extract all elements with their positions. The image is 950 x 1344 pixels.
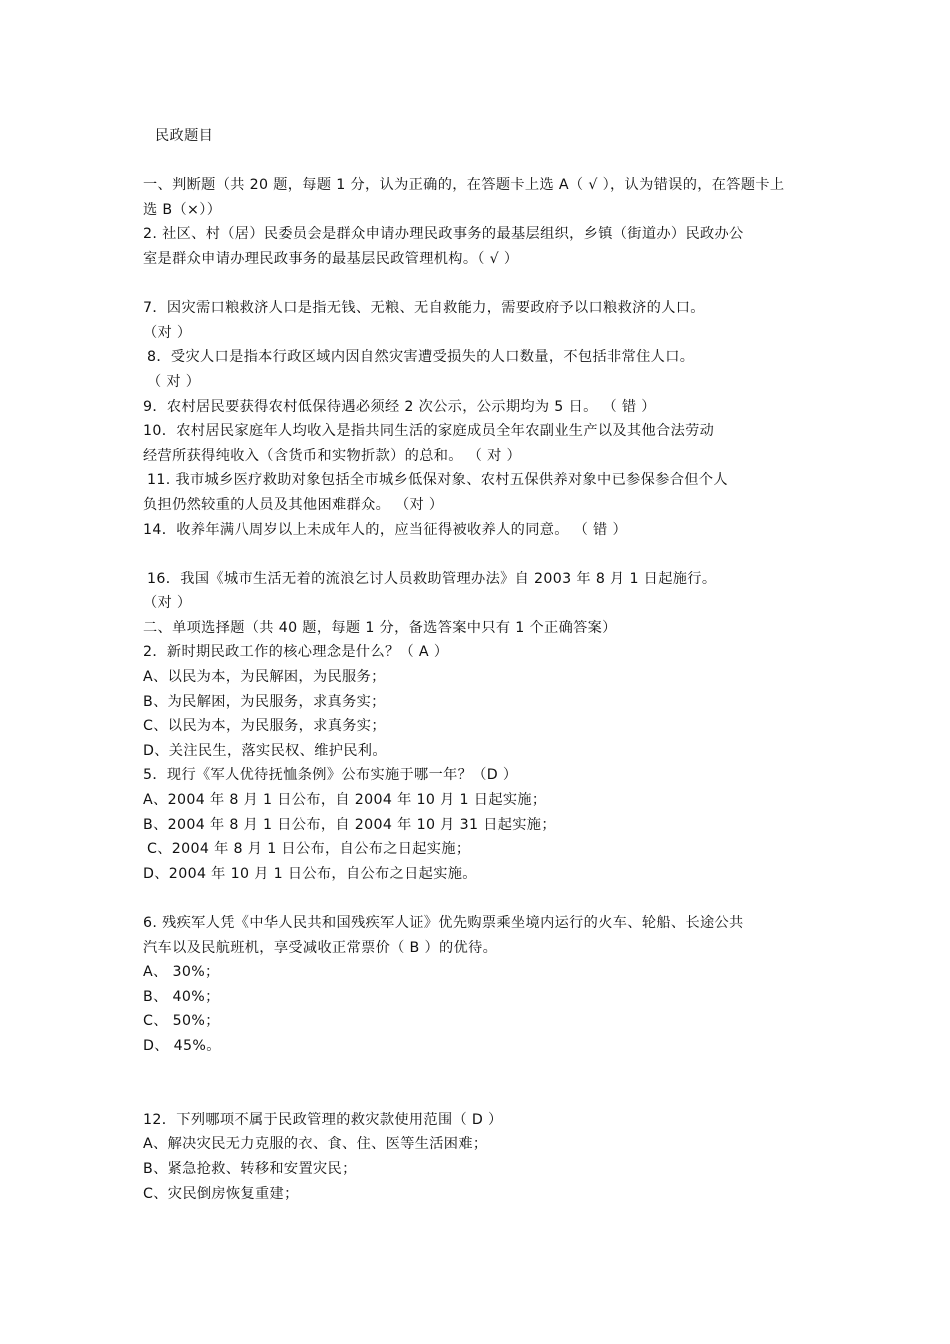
question-text: 2. 社区、村（居）民委员会是群众申请办理民政事务的最基层组织，乡镇（街道办）民政办公 xyxy=(143,226,744,243)
option-d: D、 45%。 xyxy=(143,1037,221,1054)
question-text: 8．受灾人口是指本行政区域内因自然灾害遭受损失的人口数量，不包括非常住人口。 xyxy=(147,349,695,366)
question-text: 9．农村居民要获得农村低保待遇必须经 2 次公示，公示期均为 5 日。 （ 错 ） xyxy=(143,398,656,415)
section1-heading-line2: 选 B（×）） xyxy=(143,201,222,218)
question-answer: （对 ） xyxy=(143,595,192,612)
question-text: 11. 我市城乡医疗救助对象包括全市城乡低保对象、农村五保供养对象中已参保参合但个人 xyxy=(147,472,728,489)
option-c: C、2004 年 8 月 1 日公布，自公布之日起实施； xyxy=(147,841,471,858)
blank-line xyxy=(143,886,813,911)
option-b: B、 40%； xyxy=(143,988,220,1005)
blank-line xyxy=(143,542,813,567)
blank-line xyxy=(143,272,813,297)
question-text: 14．收养年满八周岁以上未成年人的，应当征得被收养人的同意。 （ 错 ） xyxy=(143,521,627,538)
option-d: D、2004 年 10 月 1 日公布，自公布之日起实施。 xyxy=(143,865,477,882)
question-text: 10．农村居民家庭年人均收入是指共同生活的家庭成员全年农副业生产以及其他合法劳动 xyxy=(143,423,715,440)
option-a: A、解决灾民无力克服的衣、食、住、医等生活困难； xyxy=(143,1136,488,1153)
document-title: 民政题目 xyxy=(155,128,214,144)
question-text: 汽车以及民航班机，享受减收正常票价（ B ）的优待。 xyxy=(143,939,498,956)
option-c: C、 50%； xyxy=(143,1013,220,1030)
option-a: A、2004 年 8 月 1 日公布，自 2004 年 10 月 1 日起实施； xyxy=(143,792,547,809)
question-text: 经营所获得纯收入（含货币和实物折款）的总和。 （ 对 ） xyxy=(143,447,522,464)
question-text: 室是群众申请办理民政事务的最基层民政管理机构。（ √ ） xyxy=(143,250,519,267)
option-c: C、灾民倒房恢复重建； xyxy=(143,1185,299,1202)
question-text: 负担仍然较重的人员及其他困难群众。 （对 ） xyxy=(143,496,444,513)
question-text: 16．我国《城市生活无着的流浪乞讨人员救助管理办法》自 2003 年 8 月 1 日起施行。 xyxy=(147,570,717,587)
blank-line xyxy=(143,1059,813,1108)
option-b: B、为民解困，为民服务，求真务实； xyxy=(143,693,386,710)
document-body xyxy=(143,124,813,1206)
question-text: 6. 残疾军人凭《中华人民共和国残疾军人证》优先购票乘坐境内运行的火车、轮船、长途公共 xyxy=(143,915,744,931)
question-text: 5．现行《军人优待抚恤条例》公布实施于哪一年？（D ） xyxy=(143,767,518,784)
option-a: A、 30%； xyxy=(143,964,220,981)
option-b: B、紧急抢救、转移和安置灾民； xyxy=(143,1160,357,1177)
blank-line xyxy=(143,149,813,174)
option-b: B、2004 年 8 月 1 日公布，自 2004 年 10 月 31 日起实施； xyxy=(143,816,556,833)
section1-heading-line1: 一、判断题（共 20 题，每题 1 分，认为正确的，在答题卡上选 A（ √ ），认为错误的，在答题卡上 xyxy=(143,177,785,194)
option-a: A、以民为本，为民解困，为民服务； xyxy=(143,669,386,686)
question-text: 12．下列哪项不属于民政管理的救灾款使用范围（ D ） xyxy=(143,1111,503,1128)
question-answer: （ 对 ） xyxy=(147,373,201,390)
question-text: 2．新时期民政工作的核心理念是什么？（ A ） xyxy=(143,644,449,661)
question-text: 7．因灾需口粮救济人口是指无钱、无粮、无自救能力，需要政府予以口粮救济的人口。 xyxy=(143,300,705,317)
section2-heading: 二、单项选择题（共 40 题，每题 1 分，备选答案中只有 1 个正确答案） xyxy=(143,619,617,636)
option-d: D、关注民生，落实民权、维护民利。 xyxy=(143,742,387,759)
option-c: C、以民为本，为民服务，求真务实； xyxy=(143,718,386,735)
question-answer: （对 ） xyxy=(143,324,192,341)
